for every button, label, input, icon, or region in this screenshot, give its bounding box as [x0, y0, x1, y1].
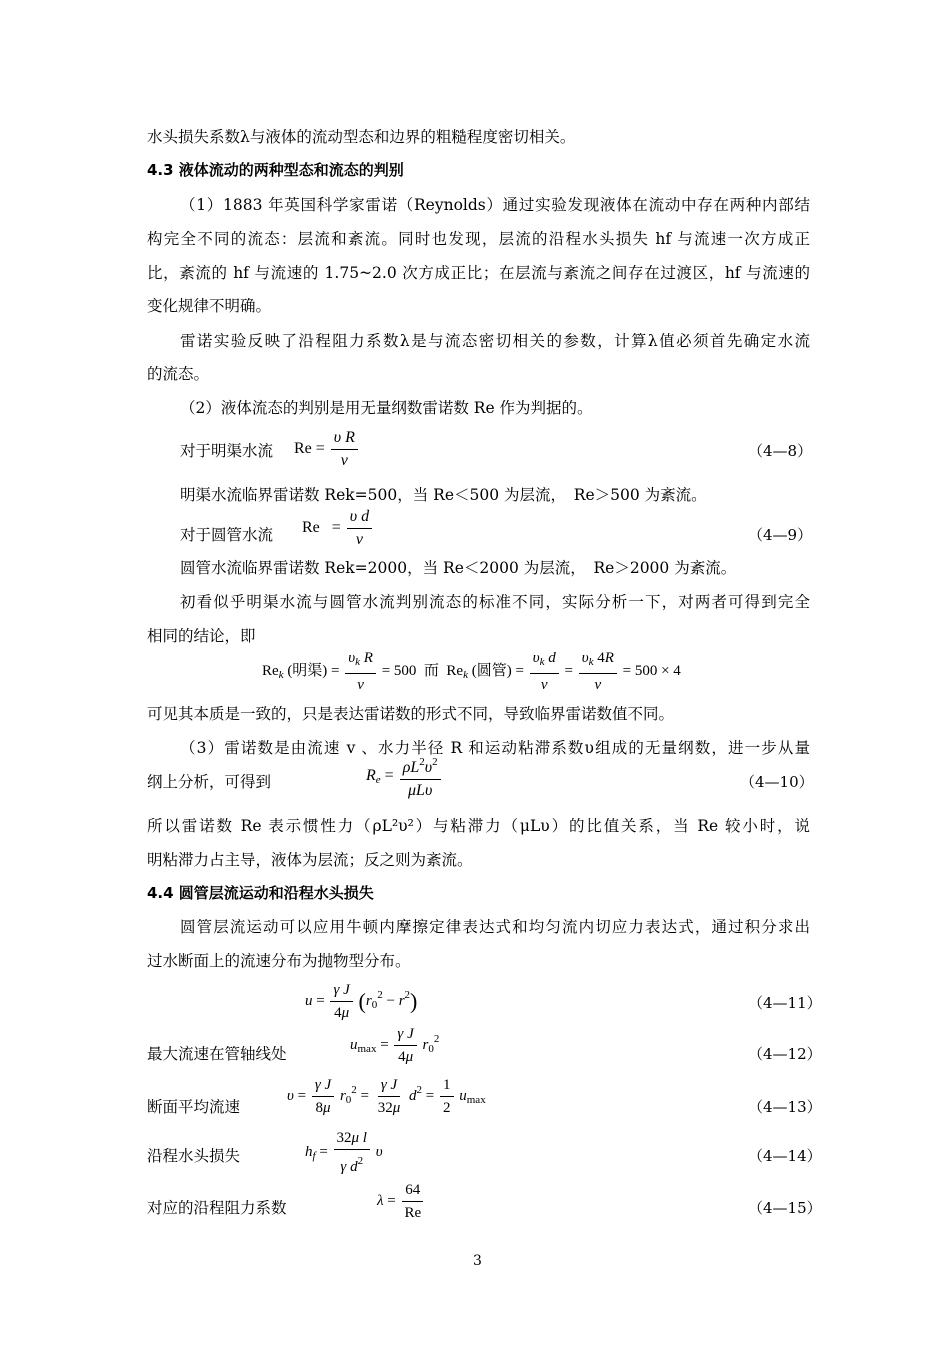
paragraph-line: 比，紊流的 hf 与流速的 1.75~2.0 次方成正比；在层流与紊流之间存在过渡区，hf 与流速的	[147, 264, 810, 282]
equation-number: （4—15）	[748, 1199, 822, 1217]
paragraph-line: 明渠水流临界雷诺数 Rek=500，当 Re＜500 为层流， Re＞500 为紊流。	[180, 486, 707, 504]
paragraph-line: 的流态。	[147, 365, 210, 383]
section-heading-4-4: 4.4 圆管层流运动和沿程水头损失	[147, 884, 374, 902]
equation-number: （4—14）	[748, 1147, 822, 1165]
paragraph-line: 可见其本质是一致的，只是表达雷诺数的形式不同，导致临界雷诺数值不同。	[147, 705, 675, 723]
paragraph-line: 圆管层流运动可以应用牛顿内摩擦定律表达式和均匀流内切应力表达式，通过积分求出	[180, 918, 810, 936]
paragraph-line: （3）雷诺数是由流速 v 、水力半径 R 和运动粘滞系数υ组成的无量纲数，进一步从量	[180, 739, 810, 757]
equation-number: （4—12）	[748, 1045, 822, 1063]
equation-label: 对于明渠水流	[180, 442, 274, 460]
equation-number: （4—9）	[748, 526, 813, 544]
paragraph-line: （2）液体流态的判别是用无量纲数雷诺数 Re 作为判据的。	[180, 399, 593, 417]
equation-label: 沿程水头损失	[147, 1147, 241, 1165]
equation-number: （4—13）	[748, 1098, 822, 1116]
equation-4-8: Re = $\frac{\text{υ R}}{v}$	[294, 428, 360, 471]
equation-critical-comparison: $Re_k$ (明渠) = $\frac{\upsilon_k R}{v}$ = 500 而 $Re_k$ (圆管) = $\frac{\upsilon_k d}{v}$ = $\frac{\upsilon_k 4R}{v}$ = 500 × 4	[262, 650, 681, 693]
equation-label: 断面平均流速	[147, 1098, 241, 1116]
paragraph-line: 所以雷诺数 Re 表示惯性力（ρL²υ²）与粘滞力（μLυ）的比值关系，当 Re 较小时，说	[147, 817, 810, 835]
page-number: 3	[473, 1253, 482, 1269]
paragraph-line: 圆管水流临界雷诺数 Rek=2000，当 Re＜2000 为层流， Re＞2000 为紊流。	[180, 559, 737, 577]
paragraph-line: 相同的结论，即	[147, 627, 256, 645]
paragraph-line: 构完全不同的流态：层流和紊流。同时也发现，层流的沿程水头损失 hf 与流速一次方成正	[147, 230, 810, 248]
paragraph-line: 纲上分析，可得到	[147, 773, 272, 791]
equation-4-12: $u_{max}$ = $\frac{\text{γ J}}{4\mu}$ $r_0^2$	[350, 1026, 440, 1065]
equation-label: 对应的沿程阻力系数	[147, 1199, 287, 1217]
paragraph-line: 明粘滞力占主导，液体为层流；反之则为紊流。	[147, 851, 473, 869]
paragraph-line: 过水断面上的流速分布为抛物型分布。	[147, 952, 411, 970]
equation-4-13: υ = $\frac{\text{γ J}}{8\mu}$ $r_0^2$ = $\frac{\text{γ J}}{32\mu}$ $d^2$ = $\frac{1}{2}$ $u_{max}$	[287, 1077, 486, 1116]
equation-label: 最大流速在管轴线处	[147, 1045, 287, 1063]
paragraph-line: 变化规律不明确。	[147, 297, 272, 315]
equation-4-14: $h_f$ = $\frac{\text{32μ l}}{\gamma d^2}$ υ	[305, 1130, 383, 1175]
equation-label: 对于圆管水流	[180, 526, 274, 544]
equation-4-10: $R_e$ = $\frac{\rho L^2\upsilon^2}{\text{μLυ}}$	[366, 752, 443, 801]
section-heading-4-3: 4.3 液体流动的两种型态和流态的判别	[147, 161, 404, 179]
paragraph-line: （1）1883 年英国科学家雷诺（Reynolds）通过实验发现液体在流动中存在两种内部结	[180, 196, 810, 214]
equation-4-9: Re = $\frac{\text{υ d}}{v}$	[302, 507, 374, 550]
text-line: 水头损失系数λ与液体的流动型态和边界的粗糙程度密切相关。	[147, 128, 576, 146]
equation-4-15: λ = $\frac{64}{Re}$	[377, 1180, 426, 1223]
paragraph-line: 初看似乎明渠水流与圆管水流判别流态的标准不同，实际分析一下，对两者可得到完全	[180, 593, 810, 611]
equation-number: （4—11）	[748, 994, 822, 1012]
equation-4-11: u = $\frac{\text{γ J}}{4\mu}$ $(r_0^2 - r^2)$	[305, 982, 418, 1021]
paragraph-line: 雷诺实验反映了沿程阻力系数λ是与流态密切相关的参数，计算λ值必须首先确定水流	[180, 332, 810, 350]
equation-number: （4—8）	[748, 442, 813, 460]
equation-number: （4—10）	[740, 773, 814, 791]
